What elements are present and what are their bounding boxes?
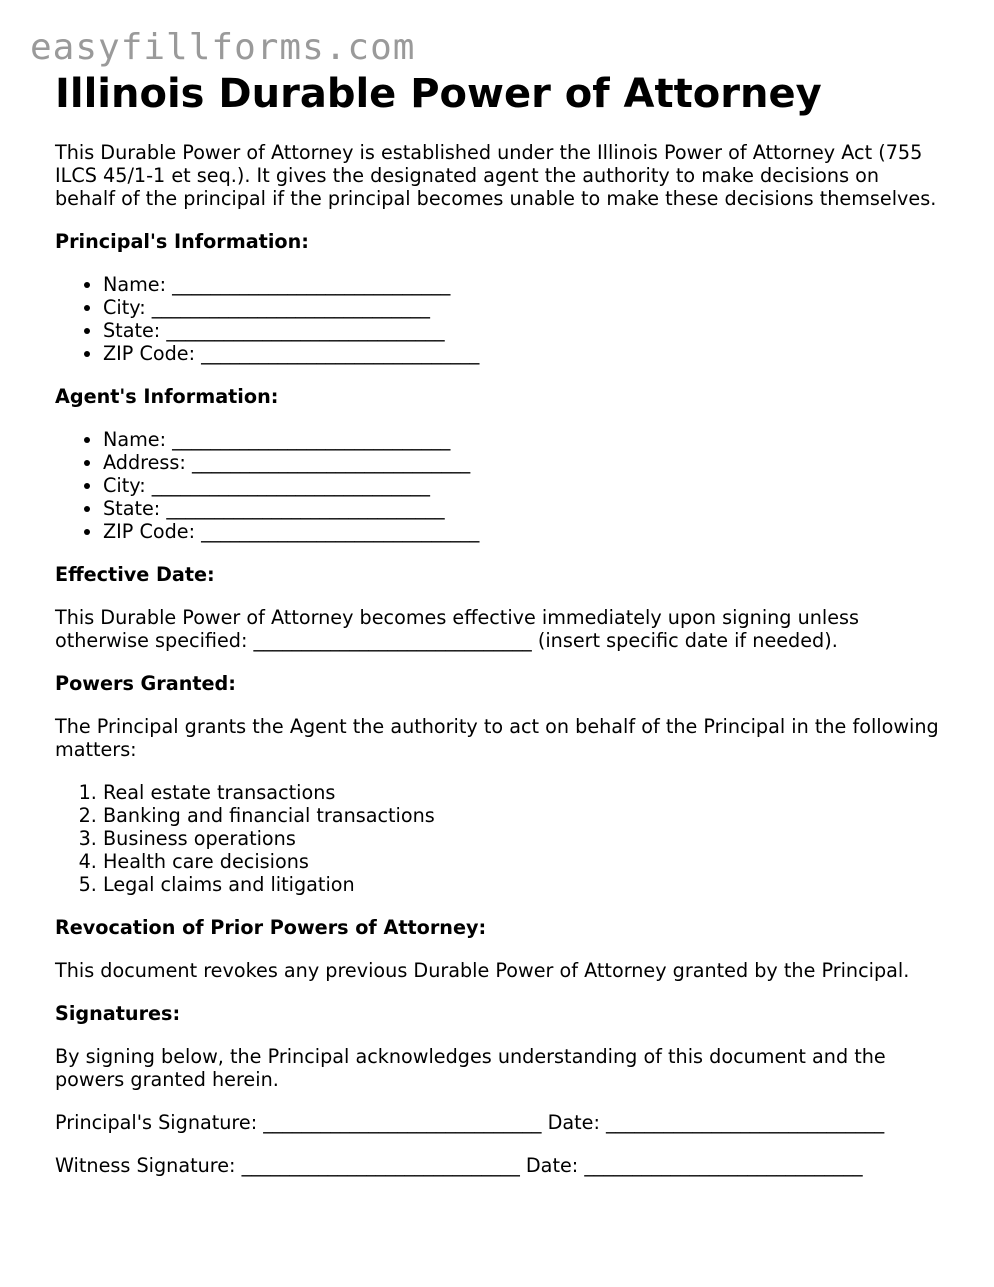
agent-name-field[interactable]: • Name: _____________________________ xyxy=(103,428,945,451)
signatures-paragraph: By signing below, the Principal acknowledges understanding of this document and the powers granted herein. xyxy=(55,1045,886,1091)
document-title: Illinois Durable Power of Attorney xyxy=(55,71,822,117)
revocation-paragraph: This document revokes any previous Durable Power of Attorney granted by the Principal. xyxy=(55,959,910,982)
document-page xyxy=(55,70,945,1177)
witness-signature-line[interactable]: Witness Signature: _____________________________ Date: _____________________________ xyxy=(55,1154,863,1177)
power-item: 3. Business operations xyxy=(103,827,945,850)
agent-city-field[interactable]: • City: _____________________________ xyxy=(103,474,945,497)
principal-zip-field[interactable]: • ZIP Code: _____________________________ xyxy=(103,342,945,365)
principal-fields-list xyxy=(55,273,945,365)
agent-heading: Agent's Information: xyxy=(55,385,279,408)
powers-list xyxy=(55,781,945,896)
principal-city-field[interactable]: • City: _____________________________ xyxy=(103,296,945,319)
signatures-heading: Signatures: xyxy=(55,1002,181,1025)
principal-name-field[interactable]: • Name: _____________________________ xyxy=(103,273,945,296)
principal-heading: Principal's Information: xyxy=(55,230,309,253)
agent-zip-field[interactable]: • ZIP Code: _____________________________ xyxy=(103,520,945,543)
power-item: 2. Banking and financial transactions xyxy=(103,804,945,827)
power-item: 1. Real estate transactions xyxy=(103,781,945,804)
effective-date-heading: Effective Date: xyxy=(55,563,215,586)
watermark: easyfillforms.com xyxy=(30,27,416,68)
principal-signature-line[interactable]: Principal's Signature: _____________________________ Date: _____________________________ xyxy=(55,1111,885,1134)
principal-state-field[interactable]: • State: _____________________________ xyxy=(103,319,945,342)
agent-state-field[interactable]: • State: _____________________________ xyxy=(103,497,945,520)
power-item: 5. Legal claims and litigation xyxy=(103,873,945,896)
agent-fields-list xyxy=(55,428,945,543)
intro-paragraph: This Durable Power of Attorney is established under the Illinois Power of Attorney Act (755 ILCS 45/1-1 et seq.). It gives the designated agent the authority to make decisions on behalf of the principal if the principal becomes unable to make these decisions themselves. xyxy=(55,141,937,210)
revocation-heading: Revocation of Prior Powers of Attorney: xyxy=(55,916,487,939)
power-item: 4. Health care decisions xyxy=(103,850,945,873)
agent-address-field[interactable]: • Address: _____________________________ xyxy=(103,451,945,474)
powers-paragraph: The Principal grants the Agent the authority to act on behalf of the Principal in the following matters: xyxy=(55,715,939,761)
effective-date-paragraph[interactable]: This Durable Power of Attorney becomes effective immediately upon signing unless otherwise specified: _____________________________ (insert specific date if needed). xyxy=(55,606,860,652)
powers-heading: Powers Granted: xyxy=(55,672,236,695)
